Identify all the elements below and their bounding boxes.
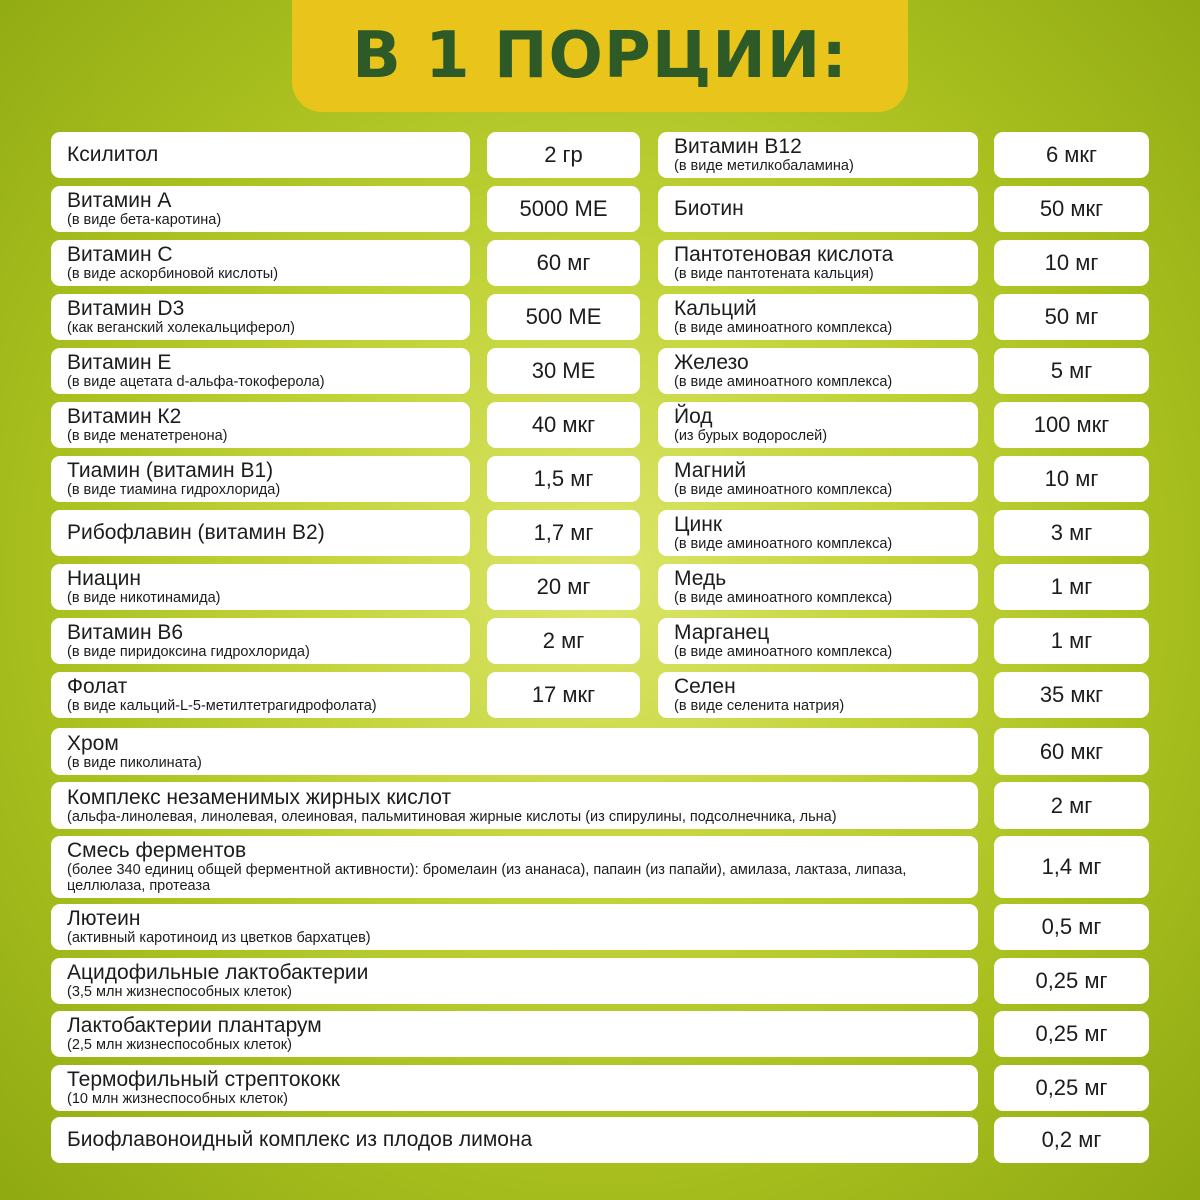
nutrient-amount: 60 мкг — [1039, 738, 1104, 764]
nutrient-form: (в виде аминоатного комплекса) — [674, 482, 893, 498]
nutrient-form: (в виде бета-каротина) — [67, 212, 222, 228]
nutrient-name-cell — [51, 1011, 978, 1057]
nutrient-name-cell — [51, 132, 470, 178]
nutrient-form: (в виде аминоатного комплекса) — [674, 320, 893, 336]
nutrient-amount-cell — [994, 186, 1149, 232]
nutrient-name-cell — [658, 456, 978, 502]
nutrient-amount: 30 МЕ — [531, 358, 596, 383]
nutrient-name: Цинк — [674, 513, 723, 536]
nutrient-name: Пантотеновая кислота — [674, 243, 894, 266]
nutrient-amount: 2 мг — [542, 628, 585, 653]
nutrient-name: Хром — [67, 731, 119, 755]
nutrient-amount: 0,25 мг — [1035, 968, 1108, 993]
nutrient-name-cell — [51, 958, 978, 1004]
nutrient-amount: 10 мг — [1044, 466, 1099, 491]
nutrient-name-cell — [51, 1065, 978, 1111]
nutrient-name: Рибофлавин (витамин В2) — [67, 521, 325, 544]
nutrient-amount: 10 мг — [1044, 250, 1099, 275]
nutrient-form: (в виде пиколината) — [67, 754, 202, 771]
nutrient-name: Йод — [674, 405, 713, 428]
nutrient-name-cell — [51, 672, 470, 718]
nutrient-name: Термофильный стрептококк — [67, 1068, 340, 1091]
nutrient-form: (в виде ацетата d-альфа-токоферола) — [67, 374, 325, 390]
nutrient-amount: 1,5 мг — [533, 466, 594, 491]
nutrient-amount: 1,4 мг — [1041, 854, 1102, 879]
nutrient-amount: 20 мг — [536, 574, 591, 599]
nutrient-amount-cell — [487, 186, 640, 232]
nutrient-name: Медь — [674, 567, 727, 590]
nutrient-name-cell — [658, 510, 978, 556]
nutrient-amount-cell — [487, 240, 640, 286]
nutrient-form: (3,5 млн жизнеспособных клеток) — [67, 984, 292, 1000]
nutrient-name-cell — [51, 456, 470, 502]
nutrient-name: Фолат — [67, 675, 128, 698]
page-title: В 1 ПОРЦИИ: — [352, 19, 848, 93]
nutrient-form: (как веганский холекальциферол) — [67, 320, 295, 336]
nutrient-amount: 3 мг — [1050, 520, 1093, 545]
nutrient-form: (в виде аминоатного комплекса) — [674, 374, 893, 390]
nutrient-form: (активный каротиноид из цветков бархатцев) — [67, 930, 371, 946]
nutrient-amount-cell — [994, 782, 1149, 829]
nutrient-amount: 0,5 мг — [1041, 914, 1102, 939]
nutrient-name-cell — [51, 564, 470, 610]
nutrient-form: (в виде аскорбиновой кислоты) — [67, 266, 279, 282]
nutrient-amount-cell — [994, 1117, 1149, 1163]
nutrient-amount-cell — [994, 564, 1149, 610]
nutrient-name: Ксилитол — [67, 143, 159, 166]
nutrient-amount: 500 МЕ — [525, 304, 602, 329]
nutrient-amount-cell — [994, 240, 1149, 286]
nutrient-amount: 1 мг — [1050, 628, 1093, 653]
nutrient-name-cell — [658, 240, 978, 286]
nutrient-name-cell — [658, 672, 978, 718]
nutrient-amount-cell — [994, 510, 1149, 556]
nutrient-name-cell — [51, 618, 470, 664]
nutrient-name: Железо — [674, 351, 749, 374]
nutrient-form: (в виде селенита натрия) — [674, 698, 845, 714]
nutrient-name: Витамин Е — [67, 351, 172, 374]
nutrient-name-cell — [658, 618, 978, 664]
nutrient-amount: 5000 МЕ — [519, 196, 608, 221]
nutrient-amount-cell — [994, 132, 1149, 178]
nutrient-amount-cell — [994, 1065, 1149, 1111]
nutrient-name: Витамин В6 — [67, 621, 184, 644]
nutrient-form: (в виде кальций-L-5-метилтетрагидрофолата) — [67, 698, 377, 714]
nutrient-form: (в виде аминоатного комплекса) — [674, 590, 893, 606]
nutrient-name: Марганец — [674, 621, 770, 644]
nutrient-form: (в виде метилкобаламина) — [674, 158, 854, 174]
nutrient-name-cell — [51, 402, 470, 448]
nutrient-name-cell — [51, 240, 470, 286]
nutrient-form: (в виде никотинамида) — [67, 590, 221, 606]
nutrient-amount-cell — [994, 728, 1149, 775]
nutrient-name-cell — [51, 348, 470, 394]
nutrient-name: Витамин В12 — [674, 135, 802, 158]
nutrient-name-cell — [51, 836, 978, 898]
nutrient-amount-cell — [994, 348, 1149, 394]
nutrient-name: Биотин — [674, 197, 744, 220]
nutrient-amount-cell — [487, 294, 640, 340]
nutrient-amount: 35 мкг — [1039, 682, 1104, 707]
nutrient-amount: 1 мг — [1050, 574, 1093, 599]
nutrient-form: (из бурых водорослей) — [674, 428, 828, 444]
nutrient-name-cell — [51, 904, 978, 950]
nutrient-amount-cell — [994, 456, 1149, 502]
nutrient-name-cell — [658, 132, 978, 178]
nutrient-name: Ацидофильные лактобактерии — [67, 961, 369, 984]
nutrient-name-cell — [51, 728, 978, 775]
nutrient-form: (более 340 единиц общей ферментной активности): бромелаин (из ананаса), папаин (из папайи), амилаза, лактаза, липаза, целлюлаза, протеаза — [67, 862, 907, 894]
nutrient-amount-cell — [994, 402, 1149, 448]
nutrient-amount-cell — [994, 836, 1149, 898]
nutrient-name: Лютеин — [67, 907, 141, 930]
nutrient-amount-cell — [994, 672, 1149, 718]
nutrient-form: (в виде аминоатного комплекса) — [674, 536, 893, 552]
nutrient-form: (альфа-линолевая, линолевая, олеиновая, пальмитиновая жирные кислоты (из спирулины, подсолнечника, льна) — [67, 808, 837, 825]
nutrient-amount-cell — [487, 348, 640, 394]
nutrient-name: Тиамин (витамин В1) — [67, 459, 274, 482]
nutrient-amount-cell — [487, 456, 640, 502]
nutrient-name-cell — [51, 782, 978, 829]
nutrient-name-cell — [658, 402, 978, 448]
nutrient-amount: 0,25 мг — [1035, 1021, 1108, 1046]
nutrient-name-cell — [658, 348, 978, 394]
nutrient-form: (2,5 млн жизнеспособных клеток) — [67, 1037, 292, 1053]
nutrient-amount-cell — [487, 510, 640, 556]
nutrient-amount: 6 мкг — [1045, 142, 1098, 167]
nutrient-amount: 100 мкг — [1033, 412, 1110, 437]
nutrient-name-cell — [658, 294, 978, 340]
nutrient-form: (в виде пиридоксина гидрохлорида) — [67, 644, 310, 660]
nutrient-amount-cell — [994, 1011, 1149, 1057]
nutrient-name-cell — [658, 564, 978, 610]
nutrient-name: Витамин А — [67, 189, 172, 212]
nutrient-amount-cell — [994, 618, 1149, 664]
nutrient-form: (в виде менатетренона) — [67, 428, 228, 444]
nutrient-name: Витамин D3 — [67, 297, 185, 320]
nutrient-name: Ниацин — [67, 567, 141, 590]
nutrient-amount: 0,25 мг — [1035, 1075, 1108, 1100]
nutrient-name: Витамин К2 — [67, 405, 182, 428]
nutrient-amount: 50 мг — [1044, 304, 1099, 329]
nutrient-amount: 50 мкг — [1039, 196, 1104, 221]
nutrient-amount-cell — [487, 564, 640, 610]
nutrient-form: (в виде пантотената кальция) — [674, 266, 874, 282]
nutrient-name: Кальций — [674, 297, 757, 320]
nutrient-name-cell — [51, 294, 470, 340]
nutrient-form: (10 млн жизнеспособных клеток) — [67, 1091, 288, 1107]
nutrient-amount: 1,7 мг — [533, 520, 594, 545]
nutrient-amount-cell — [487, 618, 640, 664]
nutrient-name: Селен — [674, 675, 736, 698]
nutrient-amount: 5 мг — [1050, 358, 1093, 383]
nutrient-name: Магний — [674, 459, 747, 482]
nutrient-amount: 2 мг — [1050, 792, 1093, 818]
nutrient-amount: 60 мг — [536, 250, 591, 275]
nutrient-form: (в виде тиамина гидрохлорида) — [67, 482, 281, 498]
nutrient-amount-cell — [994, 294, 1149, 340]
nutrient-name-cell — [658, 186, 978, 232]
nutrient-name: Витамин С — [67, 243, 173, 266]
nutrient-form: (в виде аминоатного комплекса) — [674, 644, 893, 660]
nutrient-amount-cell — [487, 672, 640, 718]
nutrient-name-cell — [51, 510, 470, 556]
nutrient-amount-cell — [994, 958, 1149, 1004]
nutrient-amount: 0,2 мг — [1041, 1127, 1102, 1152]
nutrient-amount-cell — [487, 132, 640, 178]
nutrient-amount: 17 мкг — [531, 682, 596, 707]
nutrient-name: Комплекс незаменимых жирных кислот — [67, 785, 452, 809]
nutrient-amount-cell — [994, 904, 1149, 950]
nutrient-name-cell — [51, 1117, 978, 1163]
nutrient-name: Смесь ферментов — [67, 839, 247, 862]
nutrient-name-cell — [51, 186, 470, 232]
nutrient-amount-cell — [487, 402, 640, 448]
nutrient-name: Биофлавоноидный комплекс из плодов лимона — [67, 1128, 533, 1151]
nutrient-amount: 40 мкг — [531, 412, 596, 437]
nutrient-amount: 2 гр — [544, 142, 583, 167]
nutrient-name: Лактобактерии плантарум — [67, 1014, 322, 1037]
